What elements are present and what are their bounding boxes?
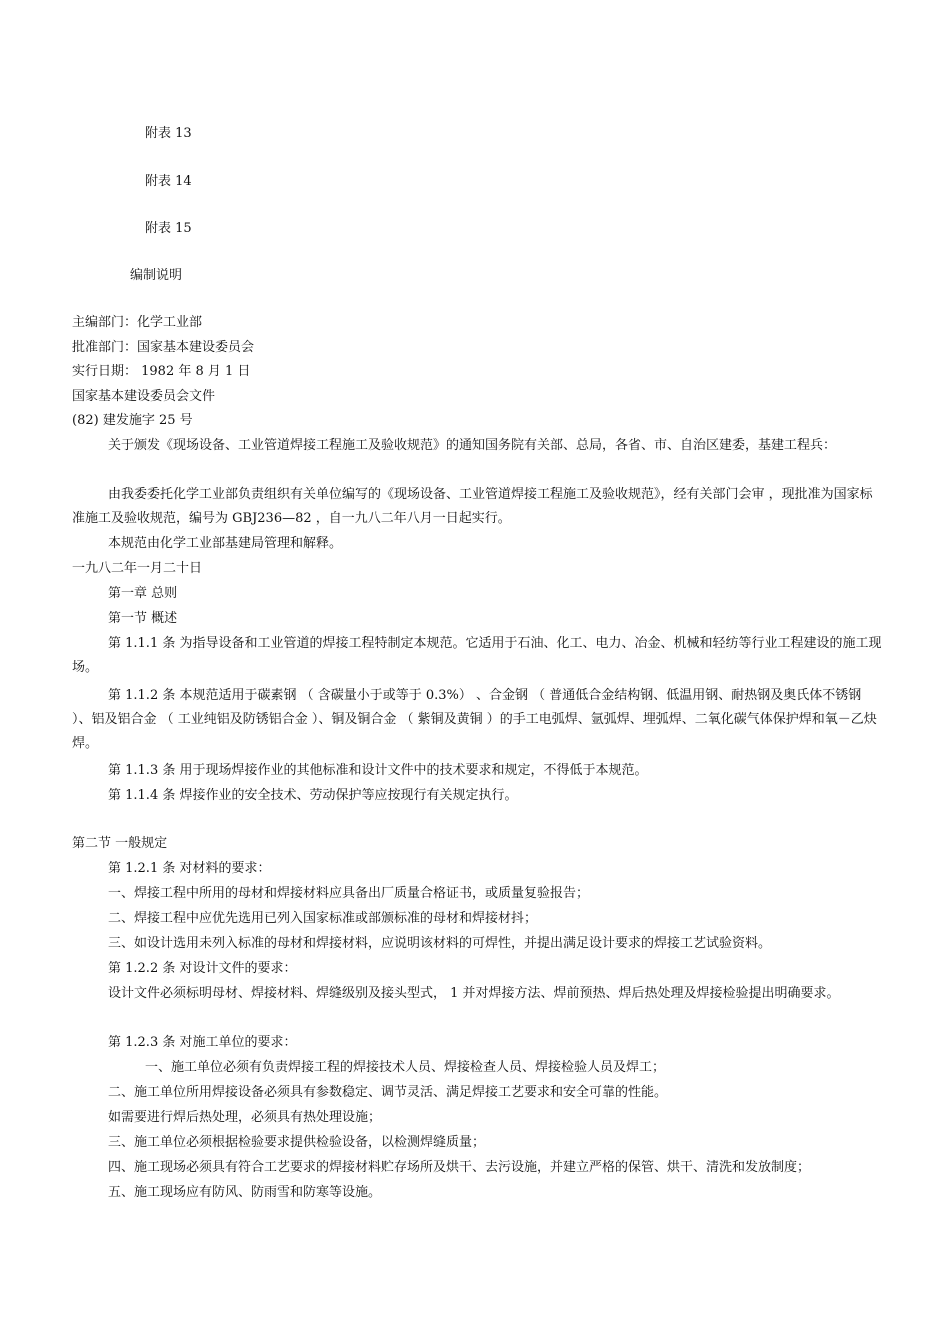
article-1-1-4: 第 1.1.4 条 焊接作业的安全技术、劳动保护等应按现行有关规定执行。 [108,788,518,803]
section-1-title: 第一节 概述 [108,611,178,626]
notice-paragraph-3: 本规范由化学工业部基建局管理和解释。 [108,536,343,551]
article-1-2-1: 第 1.2.1 条 对材料的要求： [108,861,271,876]
article-1-2-3-item-4: 四、施工现场必须具有符合工艺要求的焊接材料贮存场所及烘干、去污设施，并建立严格的保管、烘干、清洗和发放制度； [108,1160,811,1175]
document-source: 国家基本建设委员会文件 [72,389,216,404]
article-1-2-3-item-5: 五、施工现场应有防风、防雨雪和防寒等设施。 [108,1185,382,1200]
editor-department: 主编部门：化学工业部 [72,315,203,330]
chapter-title: 第一章 总则 [108,586,178,601]
section-2-title: 第二节 一般规定 [72,836,168,851]
article-1-2-3-item-2: 二、施工单位所用焊接设备必须具有参数稳定、调节灵活、满足焊接工艺要求和安全可靠的性能。 [108,1085,668,1100]
toc-appendix-14: 附表 14 [145,174,192,189]
toc-compile-notes: 编制说明 [130,268,183,283]
article-1-1-3: 第 1.1.3 条 用于现场焊接作业的其他标准和设计文件中的技术要求和规定，不得低于本规范。 [108,763,648,778]
effective-date: 实行日期： 1982 年 8 月 1 日 [72,364,251,379]
article-1-2-1-item-1: 一、焊接工程中所用的母材和焊接材料应具备出厂质量合格证书，或质量复验报告； [108,886,590,901]
article-1-2-3: 第 1.2.3 条 对施工单位的要求： [108,1035,297,1050]
toc-appendix-15: 附表 15 [145,221,192,236]
article-1-2-1-item-3: 三、如设计选用未列入标准的母材和焊接材料，应说明该材料的可焊性，并提出满足设计要求的焊接工艺试验资料。 [108,936,772,951]
notice-paragraph-2: 由我委委托化学工业部负责组织有关单位编写的《现场设备、工业管道焊接工程施工及验收规范》，经有关部门会审 ，现批准为国家标准施工及验收规范，编号为 GBJ236—82 ，自一九八二年八月一日起实行。 [72,487,873,526]
article-1-2-2: 第 1.2.2 条 对设计文件的要求： [108,961,297,976]
document-number: (82) 建发施字 25 号 [72,413,193,428]
notice-paragraph-1: 关于颁发《现场设备、工业管道焊接工程施工及验收规范》的通知国务院有关部、总局，各省、市、自治区建委，基建工程兵： [108,438,837,453]
article-1-1-2: 第 1.1.2 条 本规范适用于碳素钢 （ 含碳量小于或等于 0.3%） 、合金钢 （ 普通低合金结构钢、低温用钢、耐热钢及奥氏体不锈钢 ）、铝及铝合金 （ 工业纯铝及防锈铝合金 ）、铜及铜合金 （ 紫铜及黄铜 ）的手工电弧焊、氩弧焊、埋弧焊、二氧化碳气体保护焊和氧－乙炔焊。 [72,688,877,751]
article-1-2-2-text: 设计文件必须标明母材、焊接材料、焊缝级别及接头型式， 1 并对焊接方法、焊前预热、焊后热处理及焊接检验提出明确要求。 [108,986,840,1001]
article-1-2-3-item-2b: 如需要进行焊后热处理，必须具有热处理设施； [108,1110,382,1125]
article-1-2-3-item-3: 三、施工单位必须根据检验要求提供检验设备，以检测焊缝质量； [108,1135,486,1150]
approval-department: 批准部门：国家基本建设委员会 [72,340,255,355]
notice-date: 一九八二年一月二十日 [72,561,203,576]
article-1-2-3-item-1: 一、施工单位必须有负责焊接工程的焊接技术人员、焊接检查人员、焊接检验人员及焊工； [145,1060,666,1075]
article-1-2-1-item-2: 二、焊接工程中应优先选用已列入国家标准或部颁标准的母材和焊接材抖； [108,911,538,926]
toc-appendix-13: 附表 13 [145,126,192,141]
article-1-1-1: 第 1.1.1 条 为指导设备和工业管道的焊接工程特制定本规范。它适用于石油、化工、电力、冶金、机械和轻纺等行业工程建设的施工现场。 [72,636,882,675]
